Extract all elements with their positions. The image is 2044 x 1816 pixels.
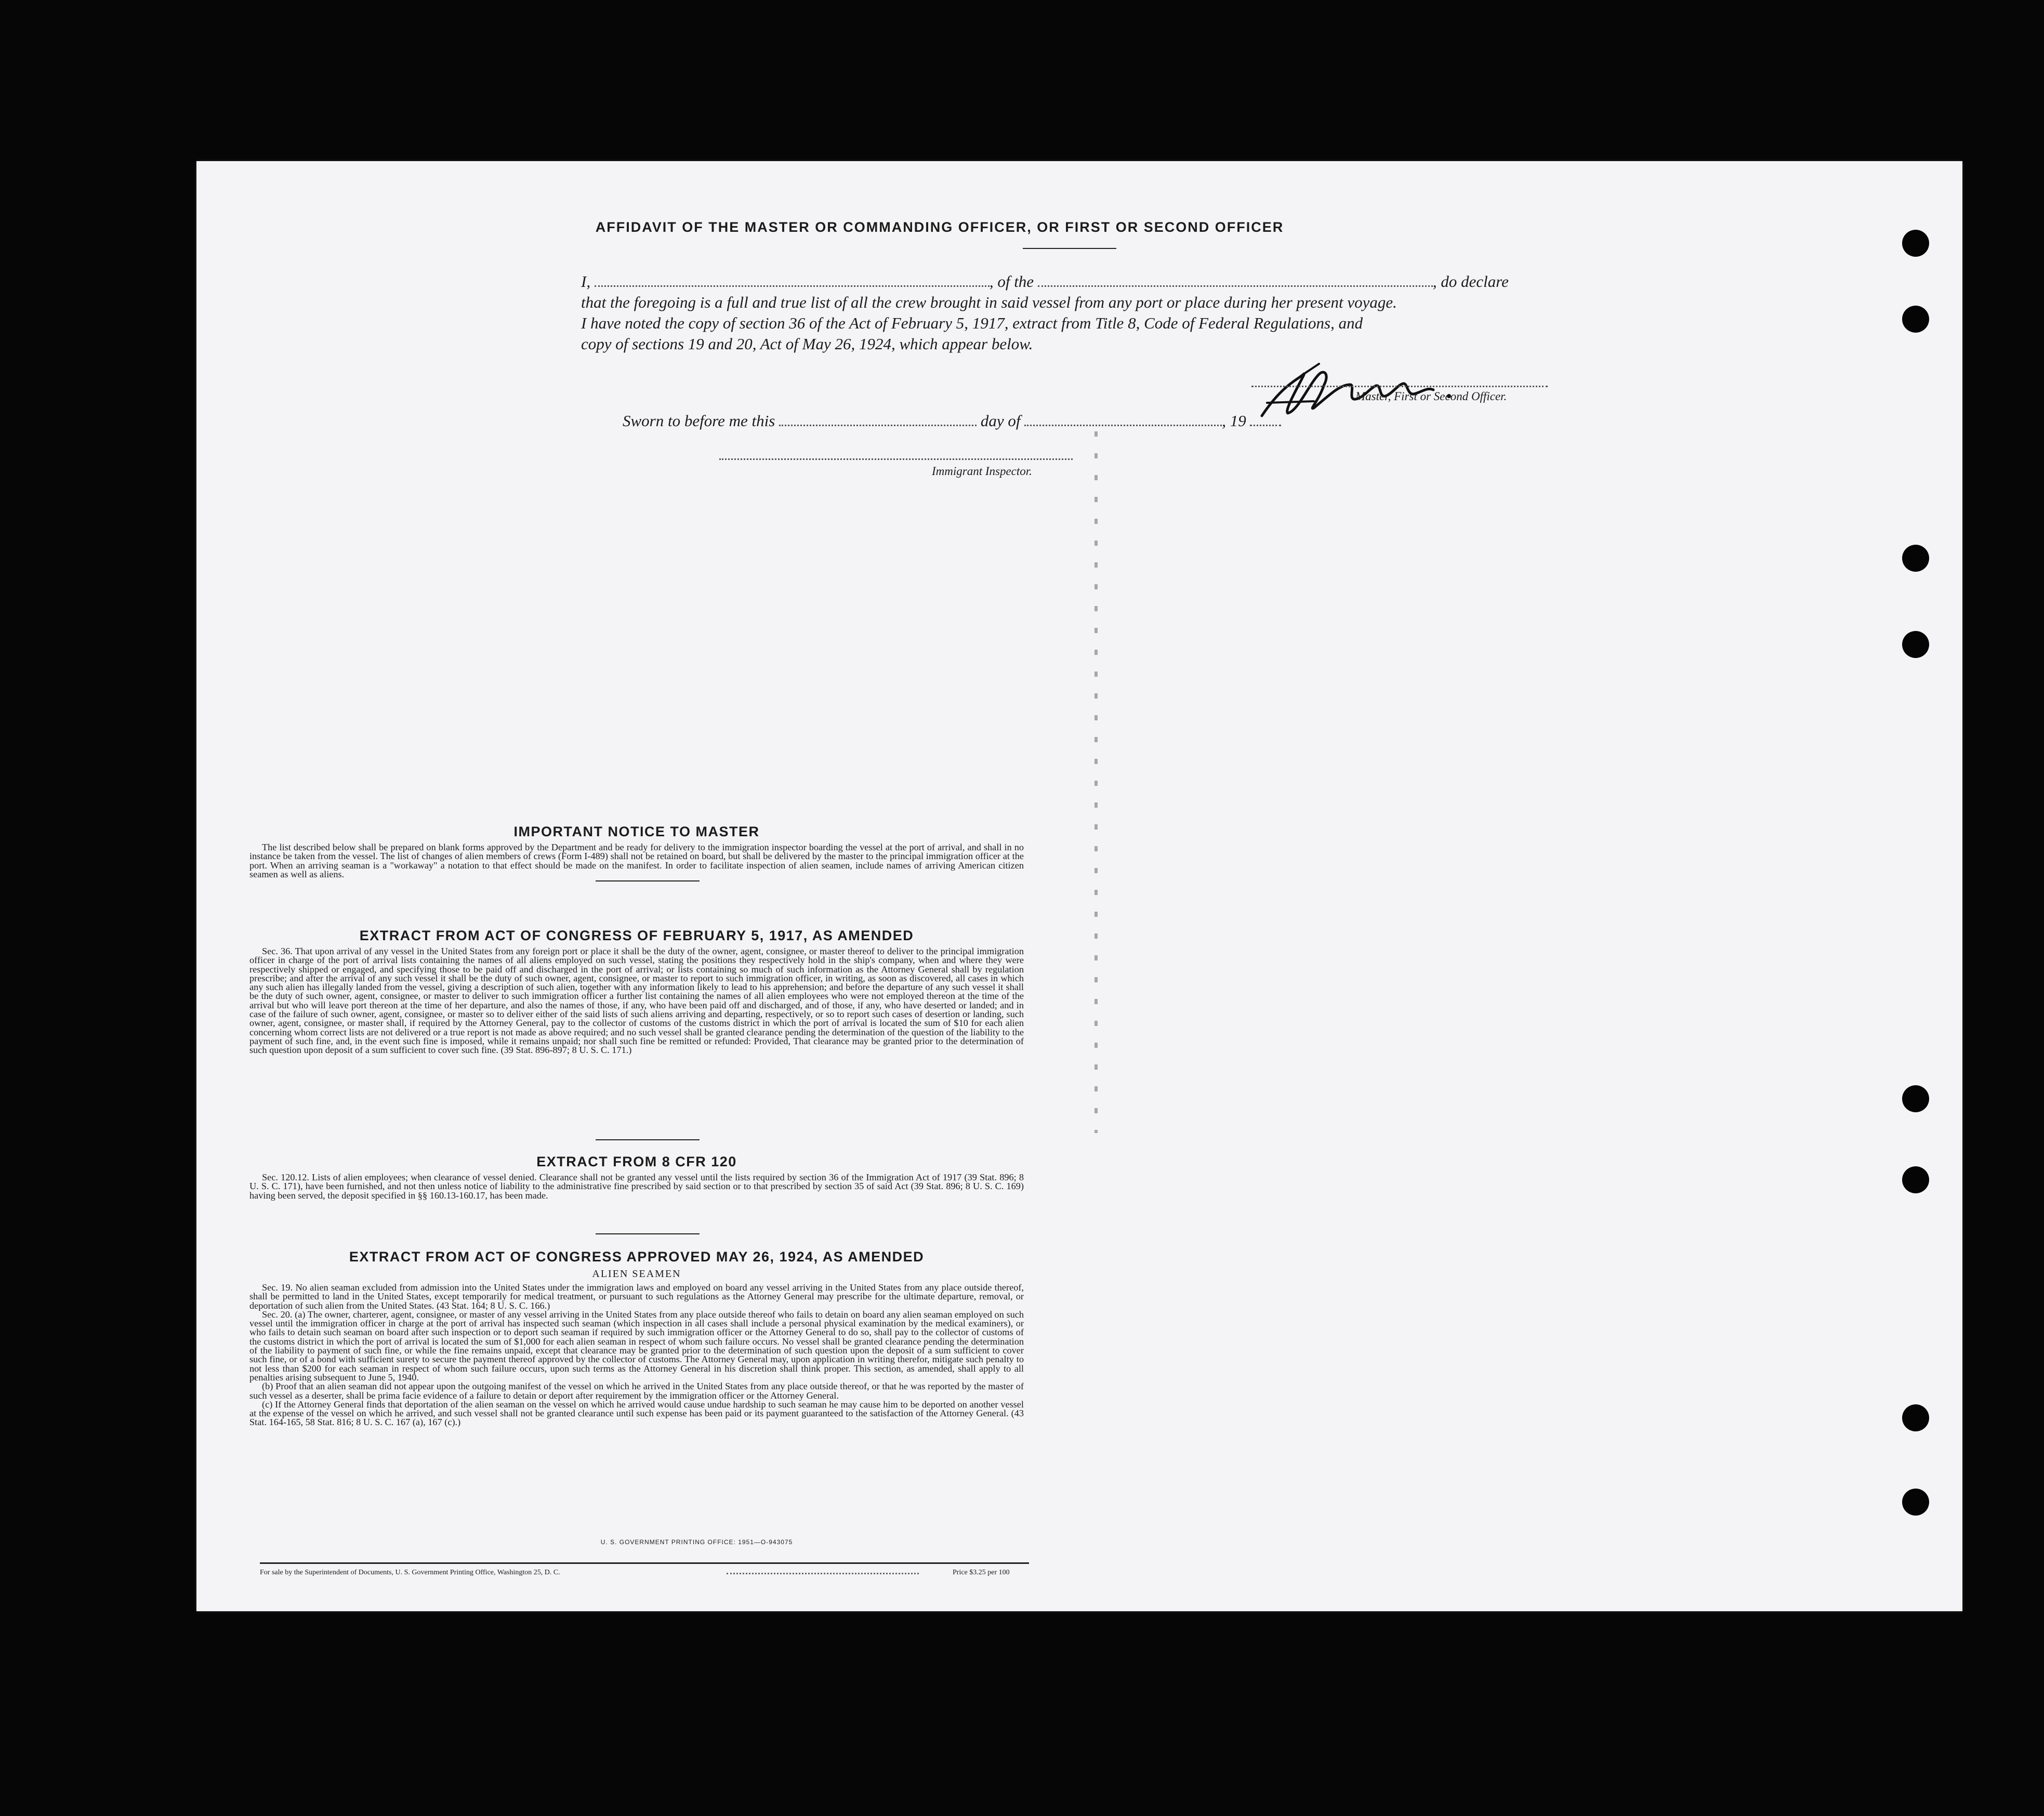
section-20b-paragraph: (b) Proof that an alien seaman did not appear upon the outgoing manifest of the vessel on which he arrived in the United States from any place outside thereof, or that he was reported by the master of such vessel as a deserter, shall be prima facie evidence of a failure to detain or deport after requirement by the immigration officer or the Attorney General. [249, 1381, 1024, 1401]
notice-paragraph: The list described below shall be prepared on blank forms approved by the Department and be ready for delivery to the immigration inspector boarding the vessel at the port of arrival, and shall in no instance be taken from the vessel. The list of changes of alien members of crews (Form I-489) shall not be retained on board, but shall be delivered by the master to the principal immigration officer at the port. When an arriving seaman is a "workaway" a notation to that effect should be made on the manifest. In order to facilitate inspection of alien seamen, include names of arriving American citizen seamen as well as aliens. [249, 842, 1024, 879]
extract-cfr-section [249, 1154, 1024, 1200]
punch-hole [1902, 306, 1929, 333]
price-notice: Price $3.25 per 100 [953, 1569, 1010, 1576]
sworn-year-field[interactable] [1250, 413, 1281, 426]
section-rule [596, 880, 700, 881]
extract-1924-title: EXTRACT FROM ACT OF CONGRESS APPROVED MAY 26, 1924, AS AMENDED [349, 1249, 925, 1265]
extract-1917-title: EXTRACT FROM ACT OF CONGRESS OF FEBRUARY 5, 1917, AS AMENDED [359, 928, 914, 943]
punch-hole [1902, 1085, 1929, 1112]
footer-rule [260, 1562, 1029, 1564]
section-20c-paragraph: (c) If the Attorney General finds that deportation of the alien seaman on the vessel on which he arrived would cause undue hardship to such seaman he may cause him to be deported on another vessel at the expense of the vessel on which he arrived, and such vessel shall not be granted clearance until such expense has been paid or its payment guaranteed to the satisfaction of the Attorney General. (43 Stat. 164-165, 58 Stat. 816; 8 U. S. C. 167 (a), 167 (c).) [249, 1399, 1024, 1428]
punch-hole [1902, 230, 1929, 257]
affidavit-text [581, 271, 1558, 354]
punch-hole [1902, 1489, 1929, 1516]
section-19-paragraph: Sec. 19. No alien seaman excluded from admission into the United States under the immigration laws and employed on board any vessel arriving in the United States from any place outside thereof, shall be permitted to land in the United States, except temporarily for medical treatment, or pursuant to such regulations as the Attorney General may prescribe for the ultimate departure, removal, or deportation of such alien from the United States. (43 Stat. 164; 8 U. S. C. 166.) [249, 1282, 1024, 1311]
extract-1924-section [249, 1249, 1024, 1427]
affidavit-title: AFFIDAVIT OF THE MASTER OR COMMANDING OFFICER, OR FIRST OR SECOND OFFICER [595, 219, 1284, 235]
sworn-month-field[interactable] [1024, 413, 1222, 426]
extract-1917-section [249, 928, 1024, 1055]
notice-body [249, 843, 1024, 879]
signature-label: Master, First or Second Officer. [1355, 390, 1507, 403]
extract-cfr-title: EXTRACT FROM 8 CFR 120 [536, 1154, 737, 1169]
extract-cfr-paragraph: Sec. 120.12. Lists of alien employees; when clearance of vessel denied. Clearance shall not be granted any vessel until the lists required by section 36 of the Immigration Act of 1917 (39 Stat. 896; 8 U. S. C. 171), have been furnished, and not then unless notice of liability to the administrative fine prescribed by said section or to that prescribed by section 35 of said Act (39 Stat. 896; 8 U. S. C. 169) having been served, the deposit specified in §§ 160.13-160.17, has been made. [249, 1172, 1024, 1201]
extract-1917-body [249, 947, 1024, 1055]
officer-name-field[interactable] [595, 274, 990, 287]
sworn-day-label: day of [980, 412, 1021, 430]
punch-hole [1902, 1166, 1929, 1193]
punch-hole [1902, 631, 1929, 658]
sworn-statement [623, 412, 1281, 430]
affidavit-line-3: I have noted the copy of section 36 of the Act of February 5, 1917, extract from Title 8, Code of Federal Regulations, and [581, 314, 1363, 332]
inspector-signature-line[interactable] [719, 458, 1073, 460]
gpo-imprint: U. S. GOVERNMENT PRINTING OFFICE: 1951—O-943075 [600, 1538, 793, 1546]
section-rule [596, 1233, 700, 1234]
sworn-prefix: Sworn to before me this [623, 412, 775, 430]
affidavit-line-4: copy of sections 19 and 20, Act of May 26, 1924, which appear below. [581, 335, 1033, 353]
affidavit-of-the: , of the [989, 272, 1034, 291]
affidavit-declare: , do declare [1432, 272, 1509, 291]
fold-crease [1094, 431, 1098, 1133]
vessel-name-field[interactable] [1038, 274, 1433, 287]
section-rule [596, 1139, 700, 1140]
notice-title: IMPORTANT NOTICE TO MASTER [513, 824, 760, 839]
extract-1924-subtitle: ALIEN SEAMEN [592, 1268, 681, 1280]
extract-1924-body [249, 1283, 1024, 1427]
footer-leader-dots [727, 1569, 919, 1574]
affidavit-line-2: that the foregoing is a full and true list of all the crew brought in said vessel from any port or place during her present voyage. [581, 293, 1397, 311]
extract-cfr-body [249, 1173, 1024, 1200]
section-20a-paragraph: Sec. 20. (a) The owner, charterer, agent, consignee, or master of any vessel arriving in the United States from any place outside thereof who fails to detain on board any alien seaman employed on such vessel until the immigration officer in charge at the port of arrival has inspected such seaman (which inspection in all cases shall include a personal physical examination by the medical examiners), or who fails to detain such seaman on board after such inspection or to deport such seaman if required by such immigration officer or the Attorney General to do so, shall pay to the collector of customs of the customs district in which the port of arrival is located the sum of $1,000 for each alien seaman in respect of whom such failure occurs. No vessel shall be granted clearance pending the determination of the liability to payment of such fine, or while the fine remains unpaid, except that clearance may be granted prior to the determination of such question upon the deposit of a sum sufficient to cover such fine, or of a bond with sufficient surety to secure the payment thereof approved by the collector of customs. The Attorney General may, upon application in writing therefor, mitigate such penalty to not less than $200 for each seaman in respect of whom such failure occurs, upon such terms as the Attorney General in his discretion shall think proper. This section, as amended, shall apply to all penalties arising subsequent to June 5, 1940. [249, 1309, 1024, 1383]
affidavit-i: I, [581, 272, 591, 291]
signature-line[interactable] [1251, 386, 1548, 387]
form-sheet [196, 161, 1962, 1611]
notice-section [249, 824, 1024, 879]
title-rule [1023, 248, 1116, 249]
sworn-day-field[interactable] [779, 413, 977, 426]
punch-hole [1902, 1404, 1929, 1431]
punch-hole [1902, 545, 1929, 572]
inspector-label: Immigrant Inspector. [932, 465, 1032, 478]
sale-notice: For sale by the Superintendent of Documents, U. S. Government Printing Office, Washington 25, D. C. [260, 1569, 560, 1576]
sworn-year-label: , 19 [1222, 412, 1246, 430]
extract-1917-paragraph: Sec. 36. That upon arrival of any vessel in the United States from any foreign port or place it shall be the duty of the owner, agent, consignee, or master thereof to deliver to the principal immigration officer in charge of the port of arrival lists containing the names of all aliens employed on such vessel, stating the positions they respectively hold in the ship's company, when and where they were respectively shipped or engaged, and specifying those to be paid off and discharged in the port of arrival; or lists containing so much of such information as the Attorney General shall by regulation prescribe; and after the arrival of any such vessel it shall be the duty of such owner, agent, consignee, or master to report to such immigration officer, in writing, as soon as discovered, all cases in which any such alien has illegally landed from the vessel, giving a description of such alien, together with any information likely to lead to his apprehension; and before the departure of any such vessel it shall be the duty of such owner, agent, consignee, or master to deliver to such immigration officer a further list containing the names of all alien employees who were not employed thereon at the time of the arrival but who will leave port thereon at the time of her departure, and also the names of those, if any, who have been paid off and discharged, and of those, if any, who have deserted or landed; and in case of the failure of such owner, agent, consignee, or master so to deliver either of the said lists of such aliens arriving and departing, respectively, or so to report such cases of desertion or landing, such owner, agent, consignee, or master shall, if required by the Attorney General, pay to the collector of customs of the customs district in which the port of arrival is located the sum of $10 for each alien concerning whom correct lists are not delivered or a true report is not made as above required; and no such vessel shall be granted clearance pending the determination of the question of the liability to the payment of such fine, and, in the event such fine is imposed, while it remains unpaid; nor shall such fine be remitted or refunded: Provided, That clearance may be granted prior to the determination of such question upon deposit of a sum sufficient to cover such fine. (39 Stat. 896-897; 8 U. S. C. 171.) [249, 946, 1024, 1056]
